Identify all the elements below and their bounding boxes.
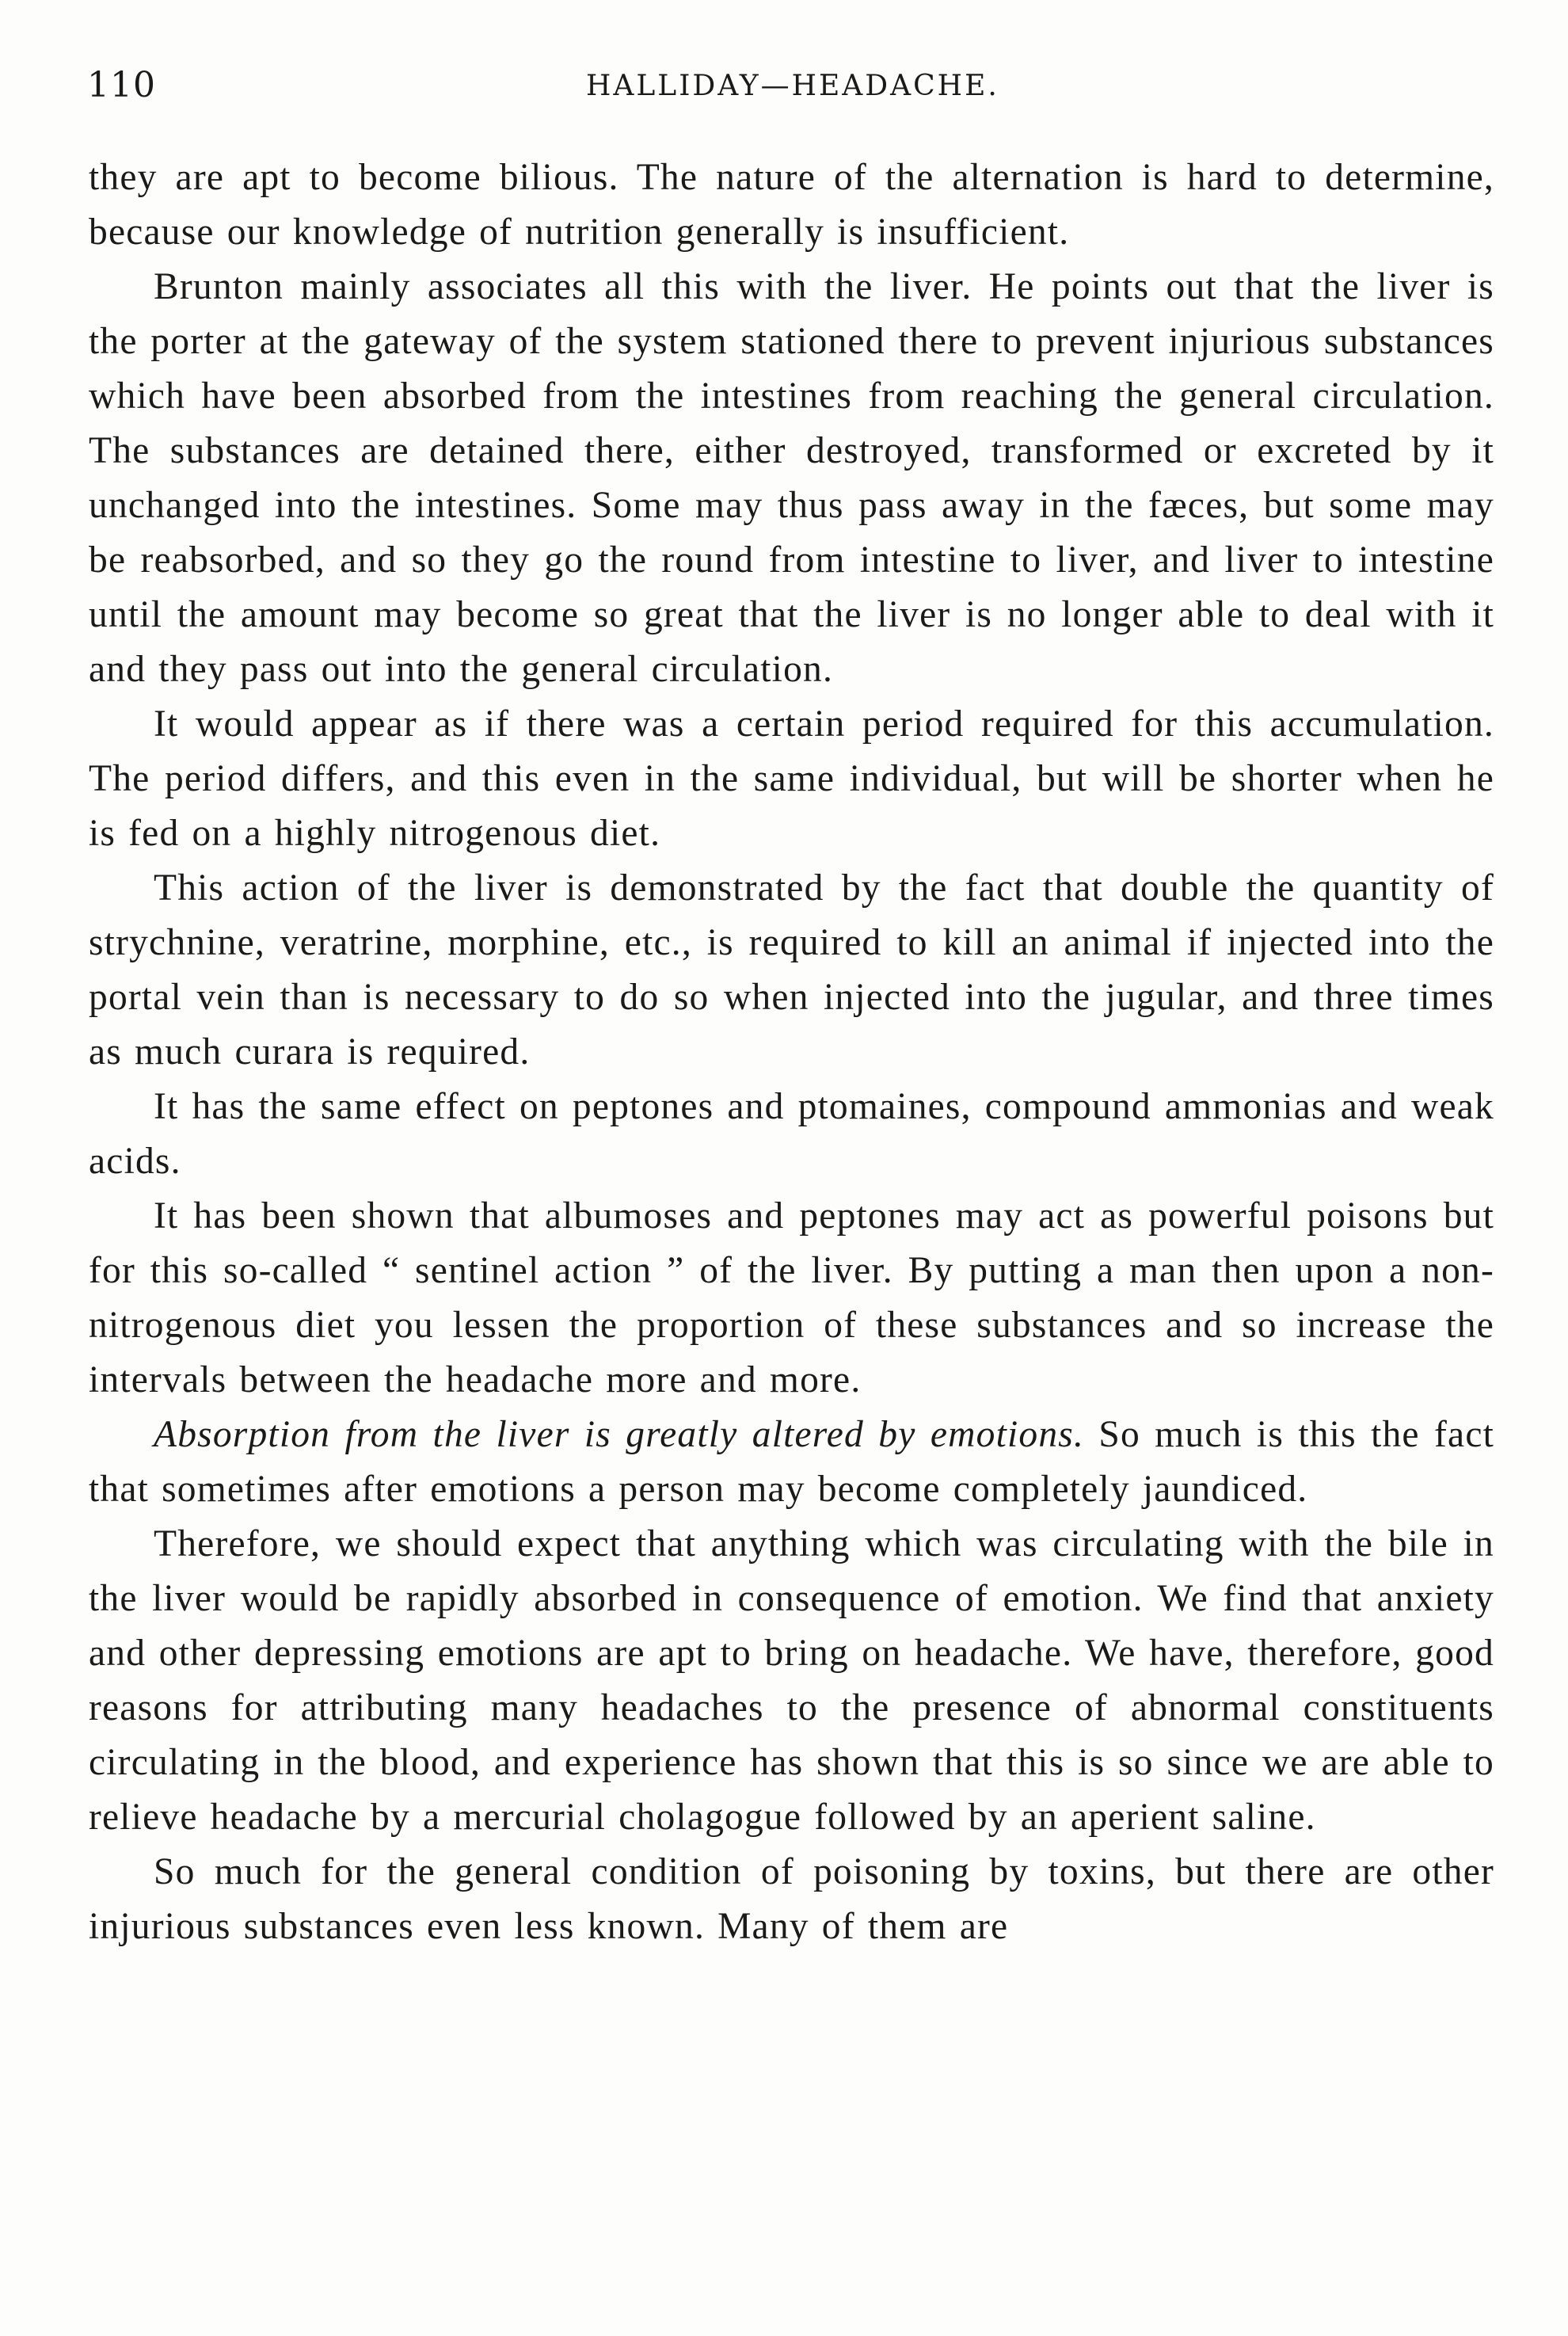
paragraph-text: This action of the liver is demonstrated by the fact that double the quantity of strychnine, veratrine, morphine, etc., is required to kill an animal if injected into the portal vein than is necessary to do so when injected into the jugular, and three times as much curara is required. <box>89 867 1494 1073</box>
paragraph-9 <box>89 1845 1494 1954</box>
paragraph-4 <box>89 861 1494 1080</box>
body-text <box>89 151 1494 1954</box>
running-head: HALLIDAY—HEADACHE. <box>586 70 999 102</box>
paragraph-6 <box>89 1189 1494 1408</box>
paragraph-1 <box>89 151 1494 260</box>
page-header <box>87 65 1497 112</box>
paragraph-2 <box>89 260 1494 697</box>
paragraph-3 <box>89 697 1494 861</box>
paragraph-text: Therefore, we should expect that anything which was circulating with the bile in the liver would be rapidly absorbed in consequence of emotion. We find that anxiety and other depressing emotions are apt to bring on headache. We have, therefore, good reasons for attributing many headaches to the presence of abnormal constituents circulating in the blood, and experience has shown that this is so since we are able to relieve headache by a mercurial cholagogue followed by an aperient saline. <box>89 1523 1494 1838</box>
paragraph-8 <box>89 1517 1494 1845</box>
paragraph-text: Brunton mainly associates all this with the liver. He points out that the liver is the porter at the gateway of the system stationed there to prevent injurious substances which have been absorbed from the intestines from reaching the general circulation. The substances are detained there, either destroyed, transformed or excreted by it unchanged into the intestines. Some may thus pass away in the fæces, but some may be reabsorbed, and so they go the round from intestine to liver, and liver to intestine until the amount may become so great that the liver is no longer able to deal with it and they pass out into the general circulation. <box>89 266 1494 690</box>
italic-emphasis: Absorption from the liver is greatly altered by emotions. <box>154 1414 1085 1455</box>
paragraph-5 <box>89 1080 1494 1189</box>
paragraph-7 <box>89 1408 1494 1517</box>
paragraph-text: It has been shown that albumoses and peptones may act as powerful poisons but for this so-called “ sentinel action ” of the liver. By putting a man then upon a non-nitrogenous diet you lessen the proportion of these substances and so increase the intervals between the headache more and more. <box>89 1195 1494 1400</box>
paragraph-text: It would appear as if there was a certain period required for this accumulation. The period differs, and this even in the same individual, but will be shorter when he is fed on a highly nitrogenous diet. <box>89 703 1494 854</box>
paragraph-text: It has the same effect on peptones and ptomaines, compound ammonias and weak acids. <box>89 1086 1494 1182</box>
paragraph-text: So much for the general condition of poisoning by toxins, but there are other injurious substances even less known. Many of them are <box>89 1851 1494 1947</box>
paragraph-text: they are apt to become bilious. The nature of the alternation is hard to determine, because our knowledge of nutrition generally is insufficient. <box>89 157 1494 253</box>
paragraph-text: So much is this the fact that sometimes after emotions a person may become completely jaundiced. <box>89 1414 1495 1510</box>
page-number: 110 <box>87 65 156 105</box>
